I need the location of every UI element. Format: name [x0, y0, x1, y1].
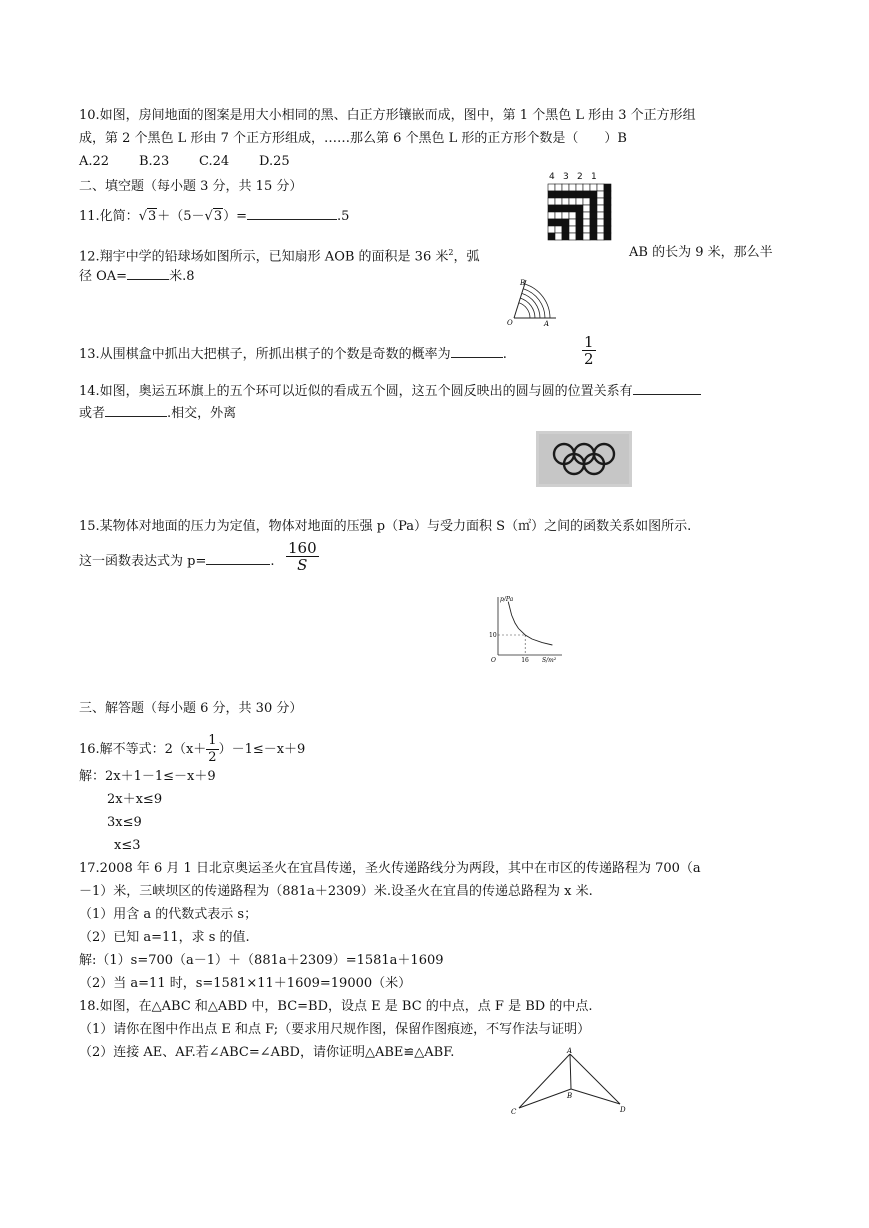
q10-line1: 10.如图，房间地面的图案是用大小相同的黑、白正方形镶嵌而成，图中，第 1 个黑色 L 形由 3 个正方形组 — [79, 108, 696, 123]
pressure-area-chart — [488, 593, 568, 665]
grid-cell — [597, 198, 604, 205]
q11-sqrt-2: √3 — [204, 209, 223, 224]
q13 — [79, 346, 507, 364]
q11 — [79, 208, 349, 226]
grid-cell — [583, 226, 590, 233]
q13-denominator: 2 — [584, 350, 594, 368]
q14-answer-blank-2[interactable] — [105, 416, 167, 417]
grid-cell — [548, 205, 555, 212]
grid-cell — [562, 226, 569, 233]
grid-cell — [548, 233, 555, 240]
grid-cell — [562, 212, 569, 219]
l-shape-grid-figure — [547, 183, 617, 243]
olympic-rings-figure — [536, 431, 632, 487]
grid-cell — [555, 198, 562, 205]
q13-answer-blank[interactable] — [451, 357, 503, 358]
sector-label-o: O — [507, 319, 513, 327]
grid-cell — [583, 191, 590, 198]
grid-cell — [576, 212, 583, 219]
q14-text: 14.如图，奥运五环旗上的五个环可以近似的看成五个圆，这五个圆反映出的圆与圆的位置关系有 — [79, 384, 633, 399]
grid-cell — [569, 212, 576, 219]
grid-cell — [576, 184, 583, 191]
chart-ylabel: p/Pa — [500, 596, 514, 603]
grid-cell — [597, 212, 604, 219]
q12-line1-left — [79, 244, 479, 266]
q18-line-3: （2）连接 AE、AF.若∠ABC=∠ABD，请你证明△ABE≌△ABF. — [79, 1045, 455, 1060]
q15-line1: 15.某物体对地面的压力为定值，物体对地面的压强 p（Pa）与受力面积 S（㎡）之间的函数关系如图所示. — [79, 519, 692, 534]
q11-sqrt-1: √3 — [138, 209, 157, 224]
grid-label-4: 4 — [549, 172, 555, 182]
grid-label-2: 2 — [577, 172, 583, 182]
grid-cell — [569, 205, 576, 212]
grid-cell — [548, 219, 555, 226]
chart-y-tick-label: 10 — [489, 632, 497, 639]
q13-numerator: 1 — [584, 333, 594, 351]
grid-cell — [590, 191, 597, 198]
q18-line-1: 18.如图，在△ABC 和△ABD 中，BC=BD，设点 E 是 BC 的中点，点 F 是 BD 的中点. — [79, 999, 593, 1014]
grid-cell — [555, 226, 562, 233]
grid-cell — [555, 184, 562, 191]
q17-line-6: （2）当 a=11 时，s=1581×11＋1609=19000（米） — [79, 976, 412, 991]
q14-line2 — [79, 405, 236, 423]
grid-cell — [604, 219, 611, 226]
q10-option-d: D.25 — [259, 154, 290, 169]
grid-cell — [562, 219, 569, 226]
q10-option-c: C.24 — [199, 154, 230, 169]
grid-cell — [583, 212, 590, 219]
q12-line2 — [79, 268, 194, 286]
q13-fraction — [582, 334, 596, 367]
q14-line2-suffix: .相交，外离 — [167, 406, 237, 421]
q13-dot: . — [502, 347, 507, 362]
q11-radicand-2: 3 — [213, 209, 223, 224]
q15-fraction — [286, 540, 319, 573]
q14-answer-blank-1[interactable] — [633, 394, 701, 395]
grid-cell — [583, 233, 590, 240]
chart-xlabel: S/m² — [542, 657, 557, 664]
grid-cell — [562, 198, 569, 205]
q16-solution-2: 2x＋x≤9 — [107, 792, 163, 807]
section3-title: 三、解答题（每小题 6 分，共 30 分） — [79, 701, 303, 716]
q16-prefix: 16.解不等式：2（x＋ — [79, 742, 207, 757]
grid-cell — [576, 233, 583, 240]
q16-solution-1: 解：2x＋1－1≤－x＋9 — [79, 769, 216, 784]
grid-cell — [569, 198, 576, 205]
grid-label-3: 3 — [563, 172, 569, 182]
grid-cell — [569, 233, 576, 240]
q17-line-4: （2）已知 a=11，求 s 的值. — [79, 930, 250, 945]
grid-cell — [555, 219, 562, 226]
grid-cell — [590, 184, 597, 191]
q11-answer-blank[interactable] — [247, 219, 337, 220]
q16-solution-4: x≤3 — [114, 838, 141, 853]
q16-suffix: ）－1≤－x＋9 — [218, 742, 306, 757]
sector-label-b: B — [520, 279, 526, 287]
sector-figure — [506, 276, 566, 328]
triangle-figure — [509, 1046, 629, 1118]
grid-label-1: 1 — [591, 172, 597, 182]
q12-line2-prefix: 径 OA= — [79, 269, 128, 284]
chart-series-line — [508, 602, 552, 645]
q14-line2-prefix: 或者 — [79, 406, 106, 421]
grid-cell — [548, 198, 555, 205]
q16 — [79, 733, 305, 766]
grid-cell — [569, 226, 576, 233]
q11-suffix: ）= — [223, 209, 248, 224]
q15-answer-blank[interactable] — [206, 564, 270, 565]
q10-option-a: A.22 — [79, 154, 110, 169]
q10-line2: 成，第 2 个黑色 L 形由 7 个正方形组成，……那么第 6 个黑色 L 形的正方形个数是（ ）B — [79, 131, 627, 146]
q15-line2-prefix: 这一函数表达式为 p= — [79, 554, 207, 569]
grid-cell — [576, 205, 583, 212]
grid-cell — [562, 233, 569, 240]
grid-cell — [604, 205, 611, 212]
grid-cell — [548, 191, 555, 198]
q17-line-5: 解:（1）s=700（a－1）＋（881a＋2309）=1581a＋1609 — [79, 953, 444, 968]
grid-cell — [583, 184, 590, 191]
grid-cell — [590, 219, 597, 226]
grid-cell — [597, 233, 604, 240]
grid-cell — [604, 226, 611, 233]
grid-cell — [604, 233, 611, 240]
grid-cell — [569, 191, 576, 198]
grid-cell — [562, 205, 569, 212]
grid-cell — [576, 191, 583, 198]
grid-cell — [555, 205, 562, 212]
q17-line-1: 17.2008 年 6 月 1 日北京奥运圣火在宜昌传递，圣火传递路线分为两段，其中在市区的传递路程为 700（a — [79, 861, 701, 876]
triangle-label-a: A — [567, 1047, 573, 1055]
triangle-label-d: D — [620, 1106, 626, 1114]
q15-dot: . — [270, 554, 275, 569]
grid-cell — [604, 198, 611, 205]
grid-cell — [569, 184, 576, 191]
section2-title: 二、填空题（每小题 3 分，共 15 分） — [79, 179, 303, 194]
grid-cell — [583, 219, 590, 226]
grid-cell — [576, 198, 583, 205]
grid-cell — [590, 198, 597, 205]
grid-cell — [590, 205, 597, 212]
q18-line-2: （1）请你在图中作出点 E 和点 F;（要求用尺规作图，保留作图痕迹，不写作法与证明） — [79, 1022, 591, 1037]
chart-x-tick-label: 16 — [521, 657, 529, 664]
sector-label-a: A — [544, 320, 550, 328]
q10-option-b: B.23 — [139, 154, 170, 169]
q11-mid: ＋（5－ — [157, 209, 205, 224]
q13-text: 13.从围棋盒中抓出大把棋子，所抓出棋子的个数是奇数的概率为 — [79, 347, 451, 362]
q15-numerator: 160 — [288, 539, 317, 557]
grid-cell — [604, 191, 611, 198]
q15-line2 — [79, 553, 275, 571]
grid-cell — [555, 212, 562, 219]
grid-cell — [597, 184, 604, 191]
q12-superscript: 2 — [448, 248, 454, 257]
q17-line-3: （1）用含 a 的代数式表示 s； — [79, 907, 258, 922]
q16-numerator: 1 — [208, 733, 217, 748]
q12-text-left: 12.翔宇中学的铅球场如图所示，已知扇形 AOB 的面积是 36 米 — [79, 249, 449, 265]
grid-cell — [590, 212, 597, 219]
q15-denominator: S — [297, 556, 308, 574]
q12-answer-blank[interactable] — [127, 279, 169, 280]
grid-cell — [604, 212, 611, 219]
grid-cell — [590, 233, 597, 240]
q16-denominator: 2 — [208, 750, 217, 765]
grid-cell — [548, 184, 555, 191]
q10-options — [79, 153, 290, 171]
grid-cell — [583, 198, 590, 205]
grid-cell — [562, 191, 569, 198]
grid-cell — [548, 226, 555, 233]
q16-fraction — [206, 733, 218, 766]
q11-prefix: 11.化简： — [79, 209, 139, 224]
grid-cell — [555, 191, 562, 198]
grid-cell — [548, 212, 555, 219]
grid-cell — [597, 219, 604, 226]
q12-line2-suffix: 米.8 — [169, 269, 195, 284]
grid-cell — [597, 226, 604, 233]
grid-cell — [583, 205, 590, 212]
q12-text-mid: ，弧 — [453, 249, 480, 265]
grid-cell — [562, 184, 569, 191]
q12-line1-right: AB 的长为 9 米，那么半 — [629, 245, 773, 260]
q11-answer: .5 — [337, 209, 350, 224]
q14-line1 — [79, 383, 701, 401]
q17-line-2: －1）米，三峡坝区的传递路程为（881a＋2309）米.设圣火在宜昌的传递总路程为 x 米. — [79, 884, 593, 899]
q16-solution-3: 3x≤9 — [107, 815, 142, 830]
grid-cell — [555, 233, 562, 240]
grid-cell — [597, 191, 604, 198]
triangle-label-c: C — [511, 1108, 517, 1116]
grid-cell — [597, 205, 604, 212]
chart-origin-label: O — [491, 657, 496, 664]
grid-cell — [604, 184, 611, 191]
grid-cell — [576, 226, 583, 233]
grid-cell — [576, 219, 583, 226]
grid-cell — [569, 219, 576, 226]
grid-cell — [590, 226, 597, 233]
triangle-label-b: B — [567, 1092, 573, 1100]
q11-radicand-1: 3 — [147, 209, 157, 224]
